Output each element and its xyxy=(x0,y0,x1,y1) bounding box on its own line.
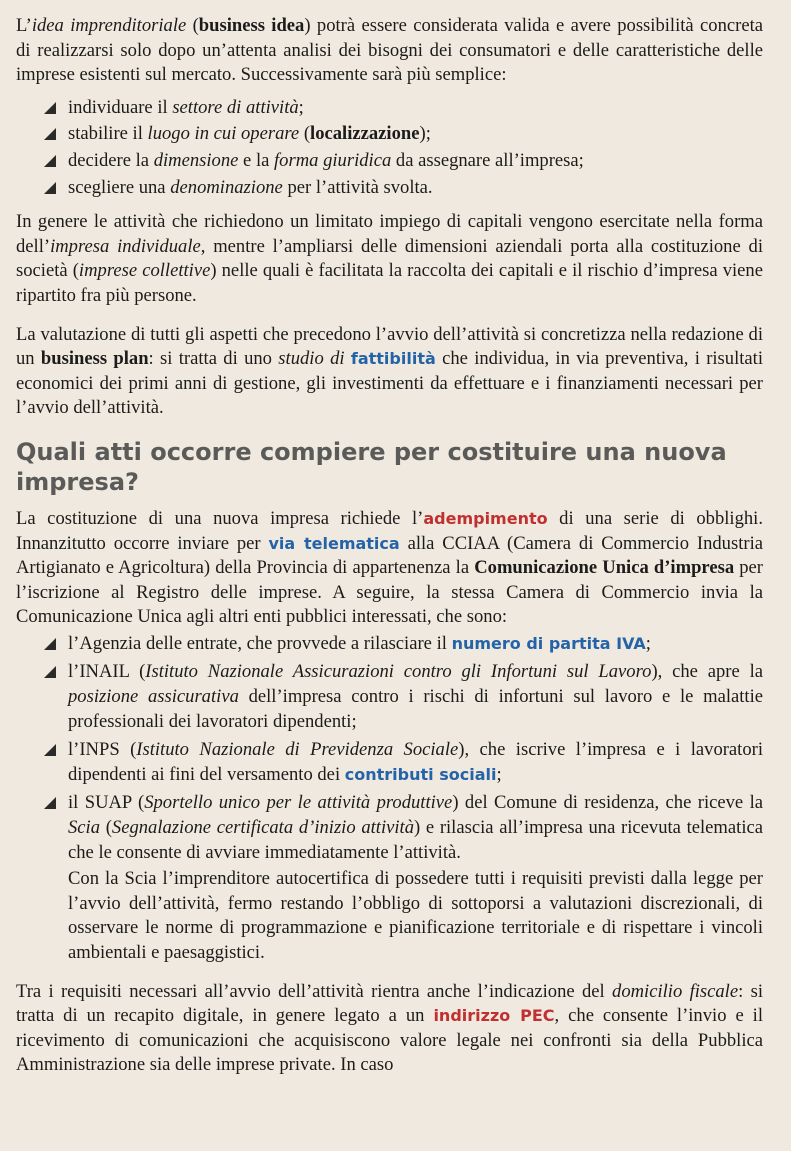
intro-paragraph: L’idea imprenditoriale (business idea) potrà essere considerata valida e avere possibilità concreta di realizzarsi solo dopo un’attenta analisi dei bisogni dei consumatori e delle caratteristiche delle imprese esistenti sul mercato. Successivamente sarà più semplice: xyxy=(16,15,763,86)
bullet-triangle-icon xyxy=(44,744,56,756)
list-item: individuare il settore di attività; xyxy=(44,96,763,121)
bullet-triangle-icon xyxy=(44,128,56,140)
bullet-triangle-icon xyxy=(44,102,56,114)
highlight-term: indirizzo PEC xyxy=(433,1006,555,1026)
list-item: l’INAIL (Istituto Nazionale Assicurazioni contro gli Infortuni sul Lavoro), che apre la posizione assicurativa dell’impresa contro i rischi di infortuni sul lavoro e le malattie professionali dei lavoratori dipendenti; xyxy=(44,660,763,734)
list-item: decidere la dimensione e la forma giuridica da assegnare all’impresa; xyxy=(44,149,763,174)
highlight-term: via telematica xyxy=(268,533,400,553)
paragraph-scia-note: Con la Scia l’imprenditore autocertifica di possedere tutti i requisiti previsti dalla legge per l’avvio dell’attività, fermo restando l’obbligo di sottoporsi a valutazioni discrezionali, di osservare le norme di programmazione e pianificazione territoriale e di rispettare i vincoli ambientali e paesaggistici. xyxy=(68,868,763,963)
entities-list xyxy=(16,632,763,865)
bullet-triangle-icon xyxy=(44,666,56,678)
bullet-triangle-icon xyxy=(44,797,56,809)
paragraph-forms: In genere le attività che richiedono un limitato impiego di capitali vengono esercitate nella forma dell’impresa individuale, mentre l’ampliarsi delle dimensioni aziendali porta alla costituzione di società (imprese collettive) nelle quali è facilitata la raccolta dei capitali e il rischio d’impresa viene ripartito fra più persone. xyxy=(16,211,763,306)
highlight-term: numero di partita IVA xyxy=(451,633,646,653)
list-item: stabilire il luogo in cui operare (localizzazione); xyxy=(44,122,763,147)
steps-list xyxy=(16,96,763,200)
list-item: il SUAP (Sportello unico per le attività produttive) del Comune di residenza, che riceve la Scia (Segnalazione certificata d’inizio attività) e rilascia all’impresa una ricevuta telematica che le consente di avviare immediatamente l’attività. xyxy=(44,791,763,865)
list-item: scegliere una denominazione per l’attività svolta. xyxy=(44,176,763,201)
paragraph-costituzione: La costituzione di una nuova impresa richiede l’adempimento di una serie di obblighi. Innanzitutto occorre inviare per via telematica alla CCIAA (Camera di Commercio Industria Artigianato e Agricoltura) della Provincia di appartenenza la Comunicazione Unica d’impresa per l’iscrizione al Registro delle imprese. A seguire, la stessa Camera di Commercio invia la Comunicazione Unica agli altri enti pubblici interessati, che sono: xyxy=(16,507,763,628)
highlight-term: contributi sociali xyxy=(344,764,497,784)
bullet-triangle-icon xyxy=(44,182,56,194)
highlight-term: adempimento xyxy=(423,508,548,528)
paragraph-business-plan: La valutazione di tutti gli aspetti che precedono l’avvio dell’attività si concretizza nella redazione di un business plan: si tratta di uno studio di fattibilità che individua, in via preventiva, i risultati economici dei primi anni di gestione, gli investimenti da effettuare e i finanziamenti necessari per l’avvio dell’attività. xyxy=(16,323,763,419)
list-item: l’Agenzia delle entrate, che provvede a rilasciare il numero di partita IVA; xyxy=(44,632,763,657)
list-item: l’INPS (Istituto Nazionale di Previdenza Sociale), che iscrive l’impresa e i lavoratori dipendenti ai fini del versamento dei contributi sociali; xyxy=(44,738,763,787)
bullet-triangle-icon xyxy=(44,155,56,167)
section-heading: Quali atti occorre compiere per costituire una nuova impresa? xyxy=(16,437,727,496)
highlight-term: fattibilità xyxy=(350,349,436,369)
bullet-triangle-icon xyxy=(44,638,56,650)
paragraph-domicilio: Tra i requisiti necessari all’avvio dell’attività rientra anche l’indicazione del domicilio fiscale: si tratta di un recapito digitale, in genere legato a un indirizzo PEC, che consente l’invio e il ricevimento di comunicazioni che acquisiscono valore legale nei confronti sia della Pubblica Amministrazione sia delle imprese private. In caso xyxy=(16,980,763,1076)
